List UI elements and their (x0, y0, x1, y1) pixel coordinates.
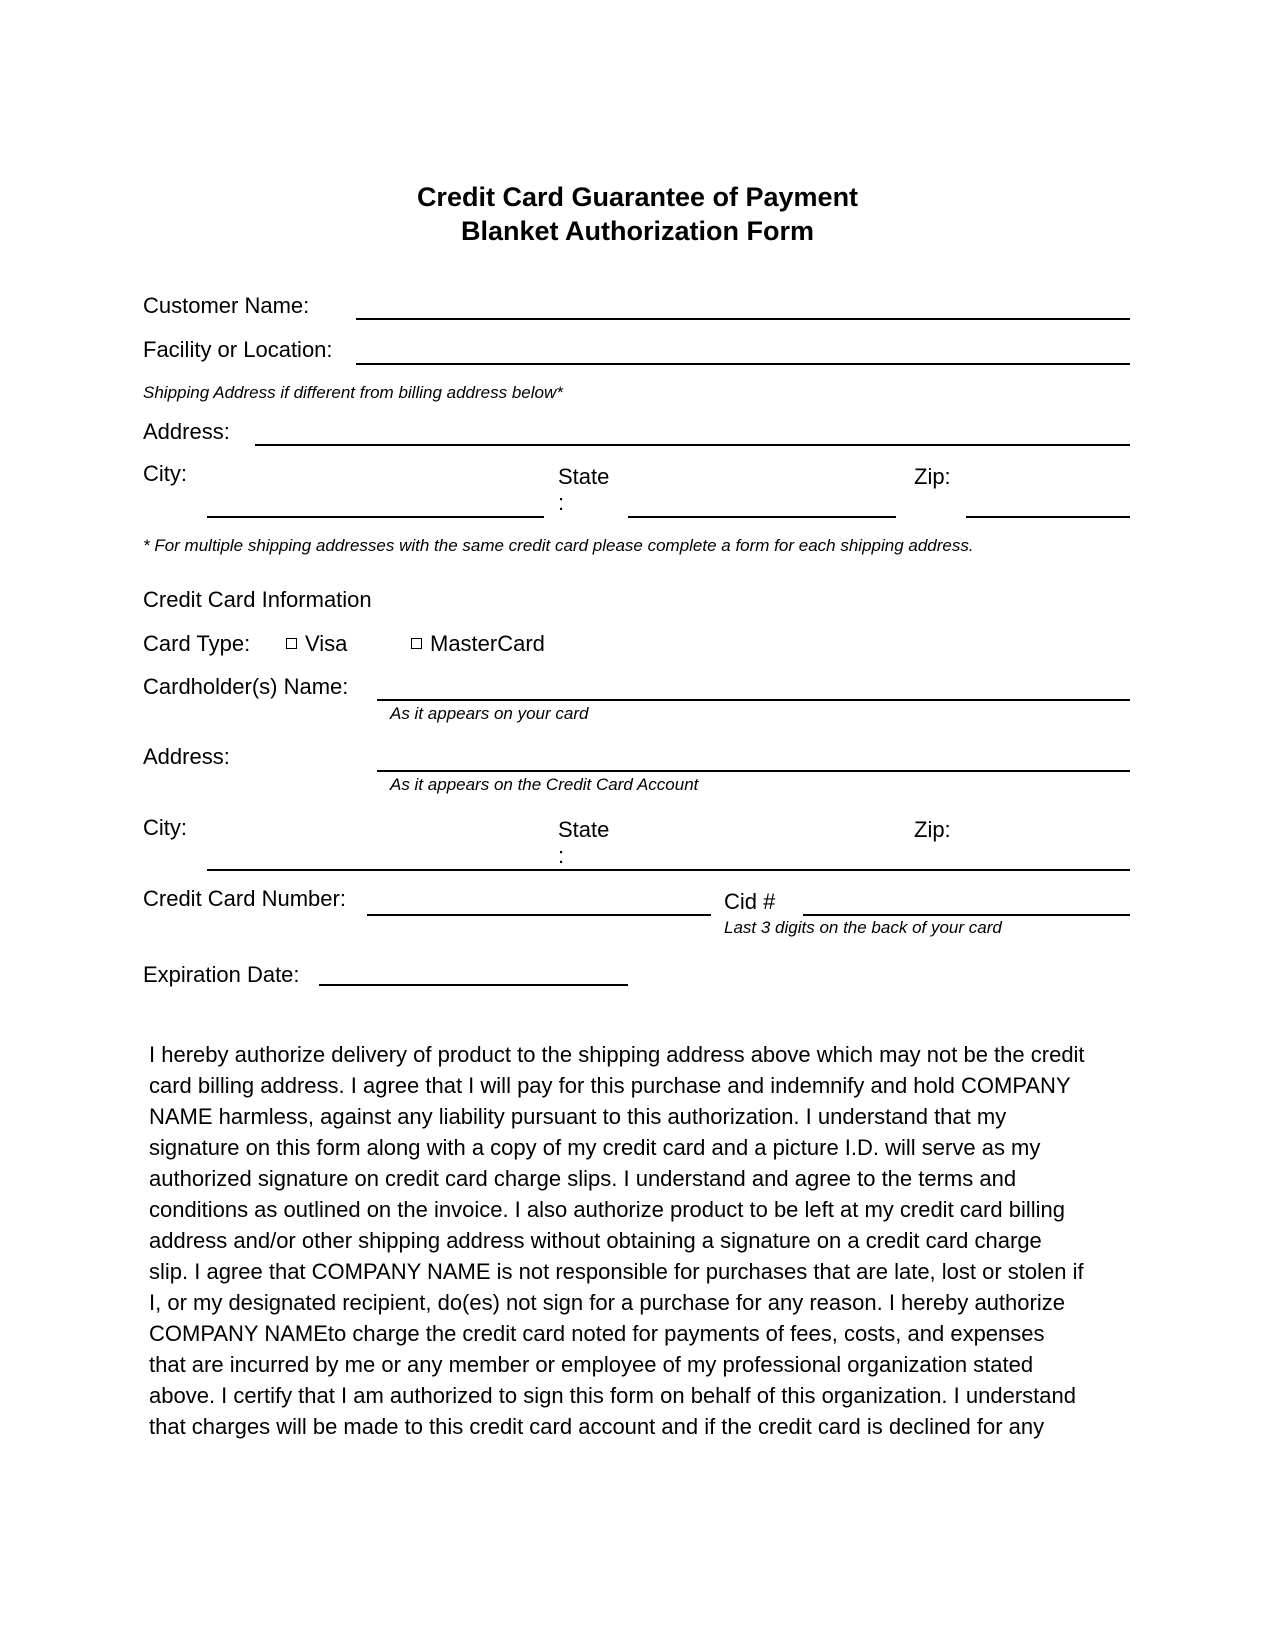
shipping-zip-field[interactable] (966, 516, 1130, 518)
multiple-shipping-note: * For multiple shipping addresses with the same credit card please complete a form for each shipping address. (143, 536, 974, 555)
card-city-state-zip-field[interactable] (207, 869, 1130, 871)
mastercard-option[interactable] (411, 631, 545, 657)
card-address-field[interactable] (377, 770, 1130, 772)
authorization-line: NAME harmless, against any liability pursuant to this authorization. I understand that my (149, 1104, 1007, 1129)
authorization-line: signature on this form along with a copy of my credit card and a picture I.D. will serve as my (149, 1135, 1041, 1160)
card-state-label: State (558, 817, 610, 842)
cardholder-name-label: Cardholder(s) Name: (143, 674, 349, 699)
authorization-line: I, or my designated recipient, do(es) not sign for a purchase for any reason. I hereby authorize (149, 1290, 1065, 1315)
authorization-line: authorized signature on credit card charge slips. I understand and agree to the terms and (149, 1166, 1017, 1191)
card-address-hint: As it appears on the Credit Card Account (390, 775, 699, 794)
card-address-label: Address: (143, 744, 230, 769)
authorization-line: address and/or other shipping address without obtaining a signature on a credit card charge (149, 1228, 1042, 1253)
cid-field[interactable] (803, 914, 1130, 916)
mastercard-option-label: MasterCard (430, 631, 545, 656)
form-title-line-2: Blanket Authorization Form (460, 216, 814, 246)
shipping-address-field[interactable] (255, 444, 1130, 446)
expiration-date-field[interactable] (319, 984, 628, 986)
shipping-state-colon: : (558, 490, 565, 515)
card-number-field[interactable] (367, 914, 711, 916)
visa-option-label: Visa (305, 631, 348, 656)
cid-hint: Last 3 digits on the back of your card (724, 918, 1002, 937)
cid-label: Cid # (724, 889, 776, 914)
customer-name-label: Customer Name: (143, 293, 310, 318)
cardholder-name-hint: As it appears on your card (390, 704, 589, 723)
authorization-line: I hereby authorize delivery of product to the shipping address above which may not be the credit (149, 1042, 1085, 1067)
expiration-date-label: Expiration Date: (143, 962, 300, 987)
visa-checkbox[interactable] (286, 638, 297, 649)
authorization-line: that are incurred by me or any member or employee of my professional organization stated (149, 1352, 1034, 1377)
shipping-city-label: City: (143, 461, 187, 486)
shipping-address-label: Address: (143, 419, 230, 444)
customer-name-field[interactable] (356, 318, 1130, 320)
shipping-state-label: State (558, 464, 610, 489)
authorization-line: slip. I agree that COMPANY NAME is not responsible for purchases that are late, lost or stolen if (149, 1259, 1084, 1284)
card-type-label: Card Type: (143, 631, 251, 656)
card-zip-label: Zip: (914, 817, 951, 842)
card-city-label: City: (143, 815, 187, 840)
credit-card-section-title: Credit Card Information (143, 587, 372, 612)
mastercard-checkbox[interactable] (411, 638, 422, 649)
facility-field[interactable] (356, 363, 1130, 365)
authorization-paragraph (149, 1039, 1139, 1442)
shipping-zip-label: Zip: (914, 464, 951, 489)
authorization-line: above. I certify that I am authorized to sign this form on behalf of this organization. I understand (149, 1383, 1076, 1408)
facility-label: Facility or Location: (143, 337, 333, 362)
form-title-line-1: Credit Card Guarantee of Payment (416, 182, 859, 212)
card-state-colon: : (558, 843, 565, 868)
authorization-line: card billing address. I agree that I will pay for this purchase and indemnify and hold COMPANY (149, 1073, 1071, 1098)
shipping-address-note: Shipping Address if different from billing address below* (143, 383, 563, 402)
visa-option[interactable] (286, 631, 347, 657)
authorization-line: COMPANY NAMEto charge the credit card noted for payments of fees, costs, and expenses (149, 1321, 1045, 1346)
cardholder-name-field[interactable] (377, 699, 1130, 701)
shipping-state-field[interactable] (628, 516, 896, 518)
card-number-label: Credit Card Number: (143, 886, 346, 911)
shipping-city-field[interactable] (207, 516, 544, 518)
authorization-line: conditions as outlined on the invoice. I also authorize product to be left at my credit card billing (149, 1197, 1065, 1222)
authorization-line: that charges will be made to this credit card account and if the credit card is declined for any (149, 1414, 1045, 1439)
